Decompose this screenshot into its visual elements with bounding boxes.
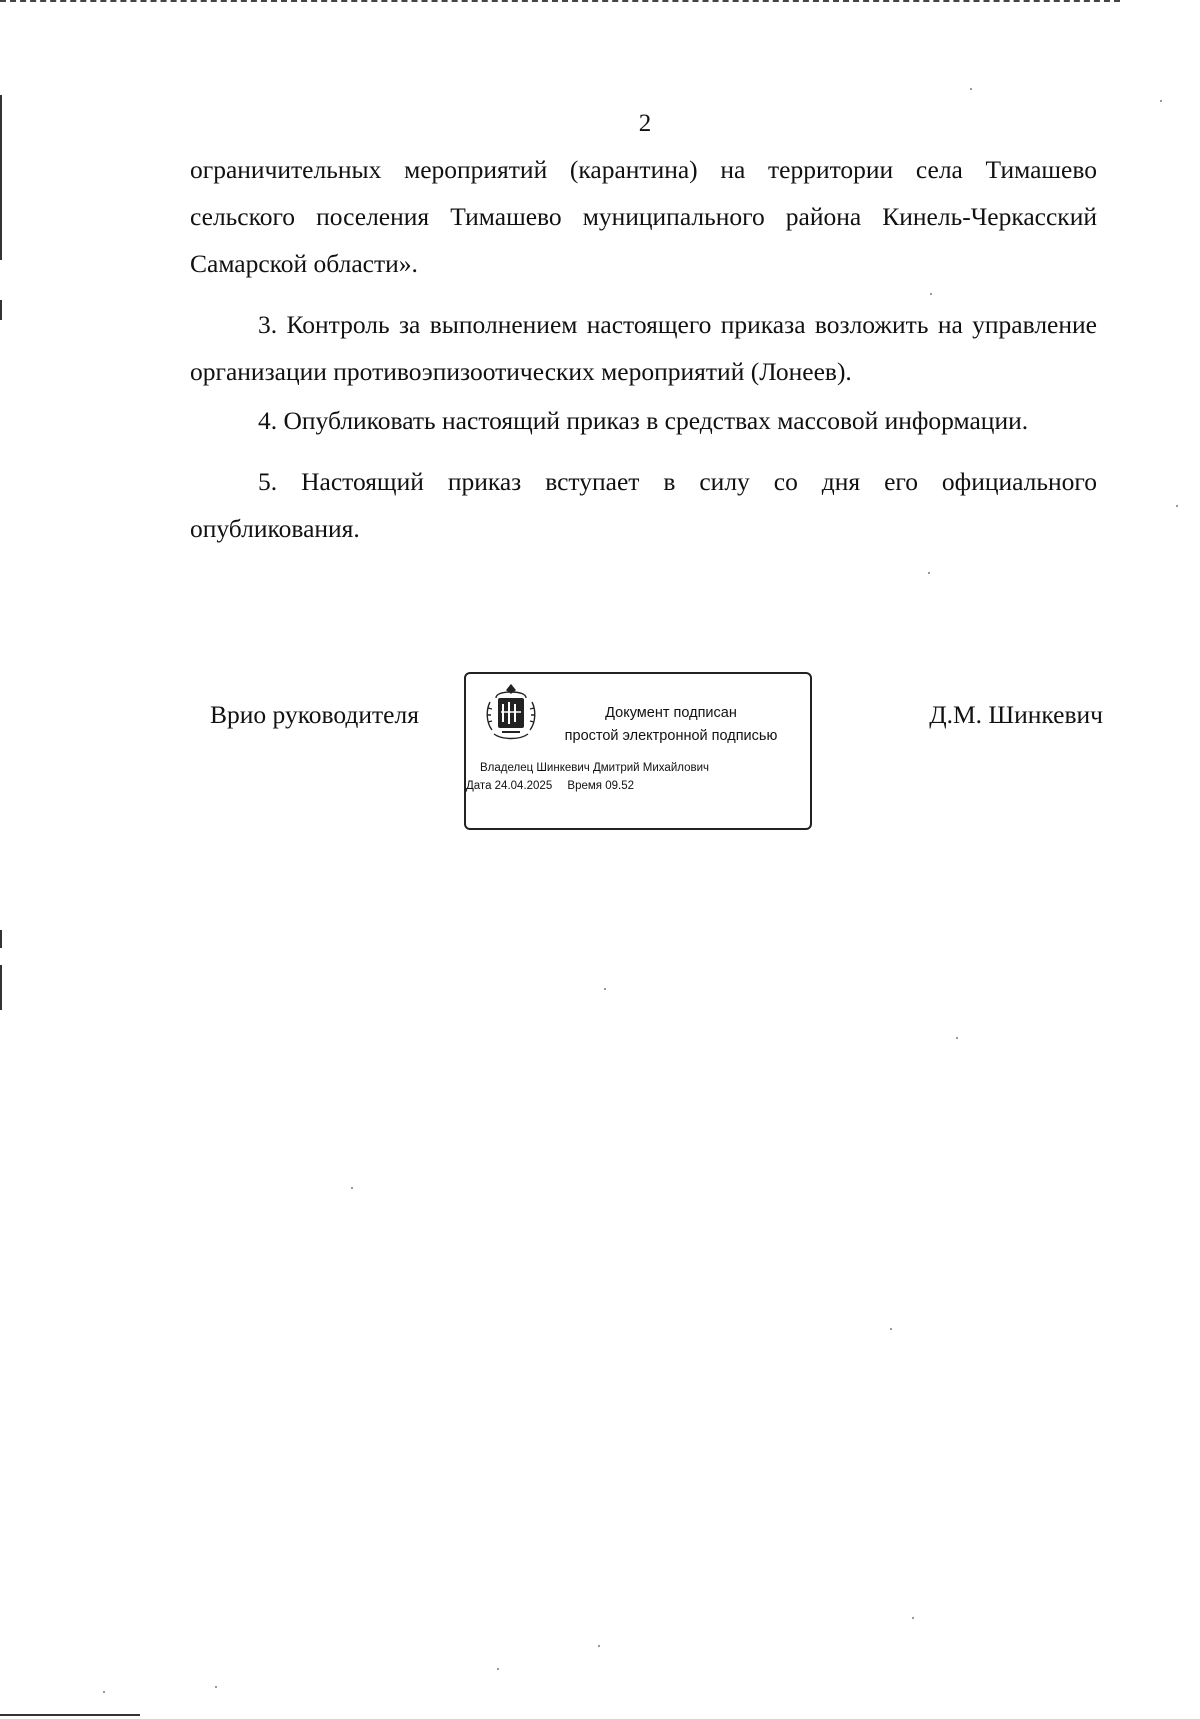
stamp-heading [546,702,796,748]
scan-edge-top [0,0,1120,2]
scan-speck [890,1328,892,1330]
stamp-heading-line: Документ подписан [605,705,737,721]
scan-speck [351,1187,353,1189]
scan-edge-left [0,965,2,1010]
electronic-signature-stamp [464,672,812,830]
scan-speck [956,1037,958,1039]
signer-name: Д.М. Шинкевич [929,700,1103,729]
paragraph-item-5: 5. Настоящий приказ вступает в силу со дня его официального опубликования. [190,467,1097,543]
paragraph-item-3: 3. Контроль за выполнением настоящего приказа возложить на управление организации противоэпизоотических мероприятий (Лонеев). [190,310,1097,386]
scan-speck [912,1617,914,1619]
paragraph-continuation: ограничительных мероприятий (карантина) на территории села Тимашево сельского поселения Тимашево муниципального района Кинель-Черкасский Самарской области». [190,155,1097,278]
paragraph-item-4: 4. Опубликовать настоящий приказ в средствах массовой информации. [258,406,1029,435]
scan-edge-bottom [0,1714,140,1716]
scan-speck [103,1691,105,1693]
scan-speck [215,1686,217,1688]
scan-speck [604,988,606,990]
scan-speck [1176,505,1178,507]
scan-speck [1160,100,1162,102]
scan-speck [928,572,930,574]
signer-position: Врио руководителя [210,700,419,729]
scan-speck [970,88,972,90]
scan-edge-left [0,300,2,320]
page-number: 2 [638,110,652,137]
coat-of-arms-icon [482,682,540,744]
stamp-owner: Владелец Шинкевич Дмитрий Михайлович [480,762,710,774]
scan-speck [598,1645,600,1647]
stamp-heading-line: простой электронной подписью [564,728,778,744]
scan-speck [497,1668,499,1670]
scan-edge-left [0,930,2,948]
signature-block [0,672,1200,842]
stamp-datetime [466,780,634,792]
document-body [190,146,1097,552]
stamp-time: Время 09.52 [567,780,634,792]
stamp-date: Дата 24.04.2025 [466,780,553,792]
